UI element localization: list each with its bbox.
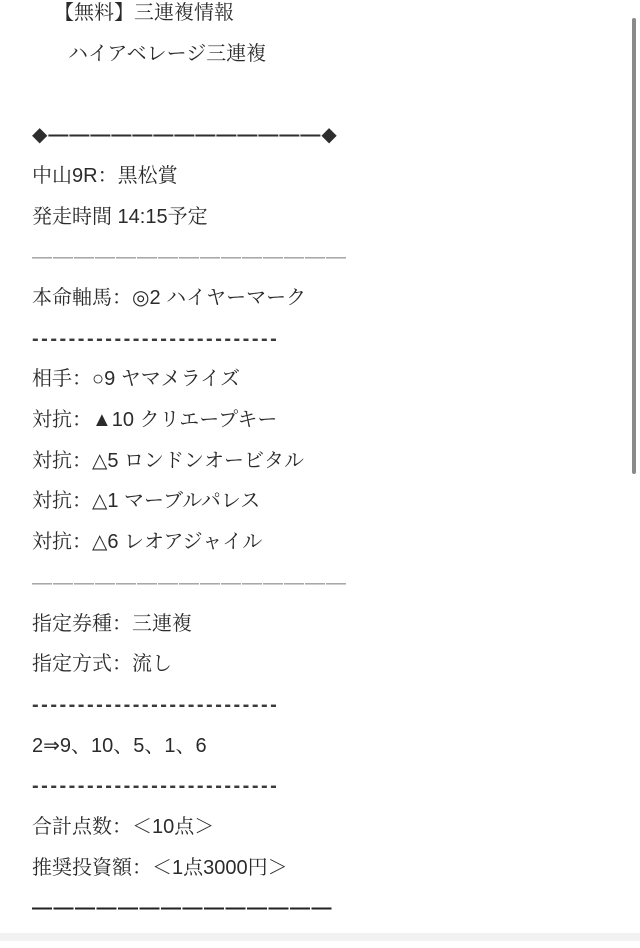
pick-partner: 相手：○9 ヤマメライズ: [32, 368, 240, 391]
em-dash-separator: ———————————————: [32, 571, 347, 594]
race-name: 中山9R：黒松賞: [32, 164, 178, 187]
ticket-method: 指定方式：流し: [32, 653, 172, 676]
hyphen-separator: ---------------------------: [32, 693, 280, 716]
hyphen-separator: ---------------------------: [32, 327, 280, 350]
pick-rival-3: 対抗：△1 マーブルパレス: [32, 490, 261, 513]
header-title: 【無料】三連複情報: [54, 2, 234, 24]
scrollbar-thumb[interactable]: [632, 18, 636, 474]
bet-formula: 2⇒9、10、5、1、6: [32, 734, 207, 757]
em-dash-separator: ———————————————: [32, 246, 347, 269]
diamond-divider: ◆—————————————◆: [32, 124, 338, 147]
main-pick: 本命軸馬：◎2 ハイヤーマーク: [32, 286, 307, 309]
hyphen-separator: ---------------------------: [32, 775, 280, 798]
race-start-time: 発走時間 14:15予定: [32, 205, 208, 228]
pick-rival-1: 対抗：▲10 クリエープキー: [32, 409, 278, 432]
pick-rival-4: 対抗：△6 レオアジャイル: [32, 531, 263, 554]
heavy-bottom-divider: ——————————————: [32, 897, 333, 920]
header-subtitle: ハイアベレージ三連複: [68, 42, 267, 65]
ticket-type: 指定券種：三連複: [32, 612, 192, 635]
pick-rival-2: 対抗：△5 ロンドンオービタル: [32, 449, 305, 472]
recommended-investment: 推奨投資額：＜1点3000円＞: [32, 856, 288, 879]
bottom-edge-strip: [0, 933, 640, 941]
blank-line: [32, 74, 640, 115]
total-points: 合計点数：＜10点＞: [32, 816, 215, 839]
